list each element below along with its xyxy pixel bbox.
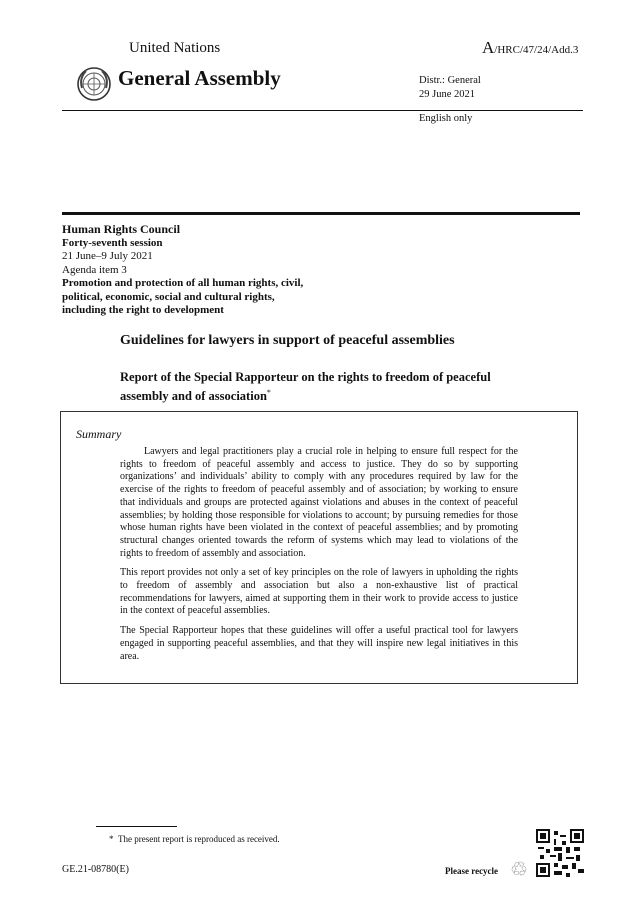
report-title-text: Report of the Special Rapporteur on the rights to freedom of peaceful assembly and of association	[120, 370, 491, 404]
summary-paragraph-3: The Special Rapporteur hopes that these guidelines will offer a useful practical tool for lawyers engaged in supporting peaceful assemblies, and that they will inspire new legal initiatives in this area.	[120, 625, 518, 662]
recycle-label: Please recycle	[445, 866, 499, 876]
agenda-item: Agenda item 3	[62, 263, 127, 276]
language: English only	[419, 113, 473, 124]
council-name: Human Rights Council	[62, 222, 181, 236]
document-code: GE.21-08780(E)	[62, 864, 129, 875]
document-symbol	[482, 38, 578, 58]
footnote-text: The present report is reproduced as received.	[118, 834, 280, 844]
agenda-title-line-3: including the right to development	[62, 304, 224, 316]
organization-name: United Nations	[129, 40, 221, 56]
agenda-title-line-2: political, economic, social and cultural rights,	[62, 290, 275, 303]
summary-paragraph-2: This report provides not only a set of key principles on the role of lawyers in upholding the rights to freedom of assembly and association but also a non-exhaustive list of practical recommendations for lawyers, aimed at supporting them in their work to provide access to justice in the context of peaceful assemblies.	[120, 567, 518, 617]
section-rule	[62, 212, 580, 215]
session: Forty-seventh session	[62, 236, 163, 249]
issue-date: 29 June 2021	[419, 89, 475, 100]
distribution-block	[419, 74, 481, 126]
symbol-rest: /HRC/47/24/Add.3	[494, 44, 579, 56]
summary-label: Summary	[76, 427, 122, 441]
footnote-marker: *	[109, 834, 114, 844]
body-title: General Assembly	[118, 66, 281, 90]
main-title: Guidelines for lawyers in support of peaceful assemblies	[120, 333, 455, 348]
distribution: Distr.: General	[419, 75, 481, 86]
report-title	[120, 369, 530, 404]
un-emblem-icon	[76, 66, 112, 102]
header-rule	[62, 110, 583, 111]
footnote	[109, 834, 280, 844]
footnote-rule	[96, 826, 177, 827]
council-block	[62, 223, 362, 318]
recycle-icon: ♲	[510, 859, 528, 881]
symbol-prefix: A	[482, 38, 495, 57]
session-dates: 21 June–9 July 2021	[62, 250, 153, 262]
agenda-title-line-1: Promotion and protection of all human rights, civil,	[62, 277, 304, 289]
report-footnote-marker[interactable]: *	[266, 388, 271, 397]
summary-paragraph-1: Lawyers and legal practitioners play a crucial role in helping to ensure full respect for the rights to freedom of peaceful assembly and access to justice. They do so by supporting organizations’ and individuals’ ability to comply with any procedures required by law for the exercise of the rights to freedom of peaceful assembly and of association; by working to ensure that individuals and groups are protected against violations and abuses in the context of peaceful assemblies; by holding those responsible for violations to account; by pursuing remedies for those whose human rights have been violated in the context of peaceful assemblies; and by promoting structural changes oriented towards the reform of systems which may lead to violations of the rights to freedom of assembly and association.	[120, 446, 518, 559]
summary-text	[120, 446, 518, 670]
qr-code-icon[interactable]	[536, 829, 584, 877]
